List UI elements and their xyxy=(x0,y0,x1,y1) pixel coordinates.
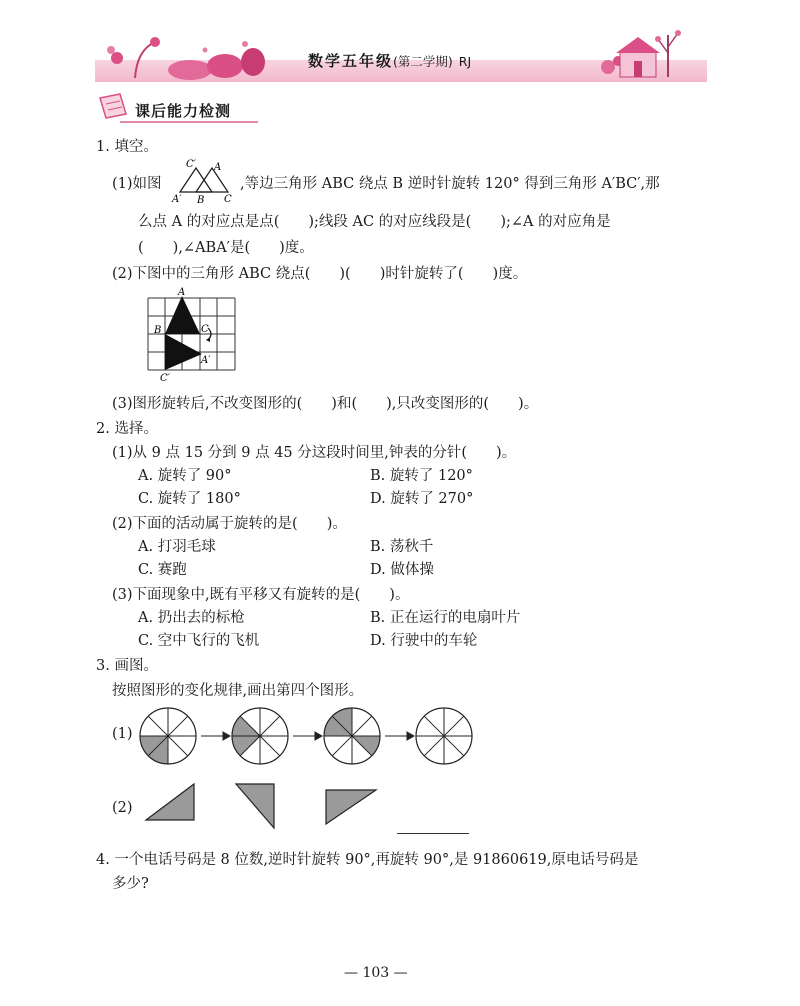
q3-circle-sequence xyxy=(135,700,480,772)
q2-p3-option-b: B. 正在运行的电扇叶片 xyxy=(370,610,521,626)
q2-p1-option-c: C. 旋转了 180° xyxy=(138,491,241,507)
q1-p1-line2: 么点 A 的对应点是点( );线段 AC 的对应线段是( );∠A 的对应角是 xyxy=(138,214,611,230)
book-title: 数学五年级 xyxy=(308,52,394,70)
section-underline xyxy=(120,121,258,123)
q3-row2-label: (2) xyxy=(112,800,133,816)
arrow-2 xyxy=(293,732,322,740)
header-right-house-decoration xyxy=(590,15,705,82)
q1-p1-after: ,等边三角形 ABC 绕点 B 逆时针旋转 120° 得到三角形 A′BC′,那 xyxy=(240,176,660,192)
page-number: — 103 — xyxy=(344,965,408,981)
fig1-label-b: B xyxy=(197,195,205,204)
fig2-label-b: B xyxy=(154,325,162,336)
q2-p1-option-a: A. 旋转了 90° xyxy=(138,468,232,484)
arrow-1 xyxy=(201,732,230,740)
fig1-label-c: C xyxy=(224,194,232,204)
fig2-label-c-prime: C′ xyxy=(160,373,170,384)
q1-p3: (3)图形旋转后,不改变图形的( )和( ),只改变图形的( )。 xyxy=(112,396,539,412)
q1-grid-figure xyxy=(140,284,245,384)
q3-answer-line[interactable] xyxy=(397,833,469,834)
q2-p2-option-b: B. 荡秋千 xyxy=(370,539,434,555)
triangle-figure-3 xyxy=(326,790,376,824)
fig1-label-a: A xyxy=(214,162,222,173)
fig2-label-a: A xyxy=(178,287,186,298)
q4-line2: 多少? xyxy=(112,876,149,892)
circle-figure-4-blank[interactable] xyxy=(416,708,472,764)
q1-p2: (2)下图中的三角形 ABC 绕点( )( )时针旋转了( )度。 xyxy=(112,266,528,282)
q3-instruction: 按照图形的变化规律,画出第四个图形。 xyxy=(112,683,364,699)
q1-p1-line3: ( ),∠ABA′是( )度。 xyxy=(138,240,314,256)
q2-p1-option-b: B. 旋转了 120° xyxy=(370,468,473,484)
term-label: (第二学期) xyxy=(393,54,453,69)
q2-p1: (1)从 9 点 15 分到 9 点 45 分这段时间里,钟表的分针( )。 xyxy=(112,445,517,461)
circle-figure-3 xyxy=(324,708,380,764)
header-title xyxy=(308,50,471,71)
fig1-label-a-prime: A′ xyxy=(172,194,182,204)
q2-label: 2. 选择。 xyxy=(96,421,158,437)
q4-line1: 4. 一个电话号码是 8 位数,逆时针旋转 90°,再旋转 90°,是 91860619,原电话号码是 xyxy=(96,852,639,868)
circle-figure-1 xyxy=(140,708,196,764)
fig2-label-c: C xyxy=(201,324,209,335)
q2-p3: (3)下面现象中,既有平移又有旋转的是( )。 xyxy=(112,587,410,603)
q2-p3-option-c: C. 空中飞行的飞机 xyxy=(138,633,260,649)
q3-triangle-sequence xyxy=(140,778,390,834)
q2-p1-option-d: D. 旋转了 270° xyxy=(370,491,474,507)
fig1-label-c-prime: C′ xyxy=(186,159,196,170)
q2-p3-option-d: D. 行驶中的车轮 xyxy=(370,633,478,649)
triangle-figure-2 xyxy=(236,784,274,828)
section-pen-icon xyxy=(96,92,130,122)
triangle-figure-1 xyxy=(146,784,194,820)
q2-p2-option-d: D. 做体操 xyxy=(370,562,434,578)
q2-p3-option-a: A. 扔出去的标枪 xyxy=(138,610,245,626)
circle-figure-2 xyxy=(232,708,288,764)
q1-label: 1. 填空。 xyxy=(96,139,158,155)
q2-p2-option-a: A. 打羽毛球 xyxy=(138,539,216,555)
q1-p1-before: (1)如图 xyxy=(112,176,162,192)
q1-triangle-figure xyxy=(170,158,240,204)
edition-label: RJ xyxy=(458,54,472,69)
section-title: 课后能力检测 xyxy=(135,102,232,120)
q3-label: 3. 画图。 xyxy=(96,658,158,674)
fig2-label-a-prime: A′ xyxy=(201,355,211,366)
q2-p2: (2)下面的活动属于旋转的是( )。 xyxy=(112,516,347,532)
q2-p2-option-c: C. 赛跑 xyxy=(138,562,187,578)
header-left-flower-decoration xyxy=(95,20,275,82)
q3-row1-label: (1) xyxy=(112,726,133,742)
arrow-3 xyxy=(385,732,414,740)
